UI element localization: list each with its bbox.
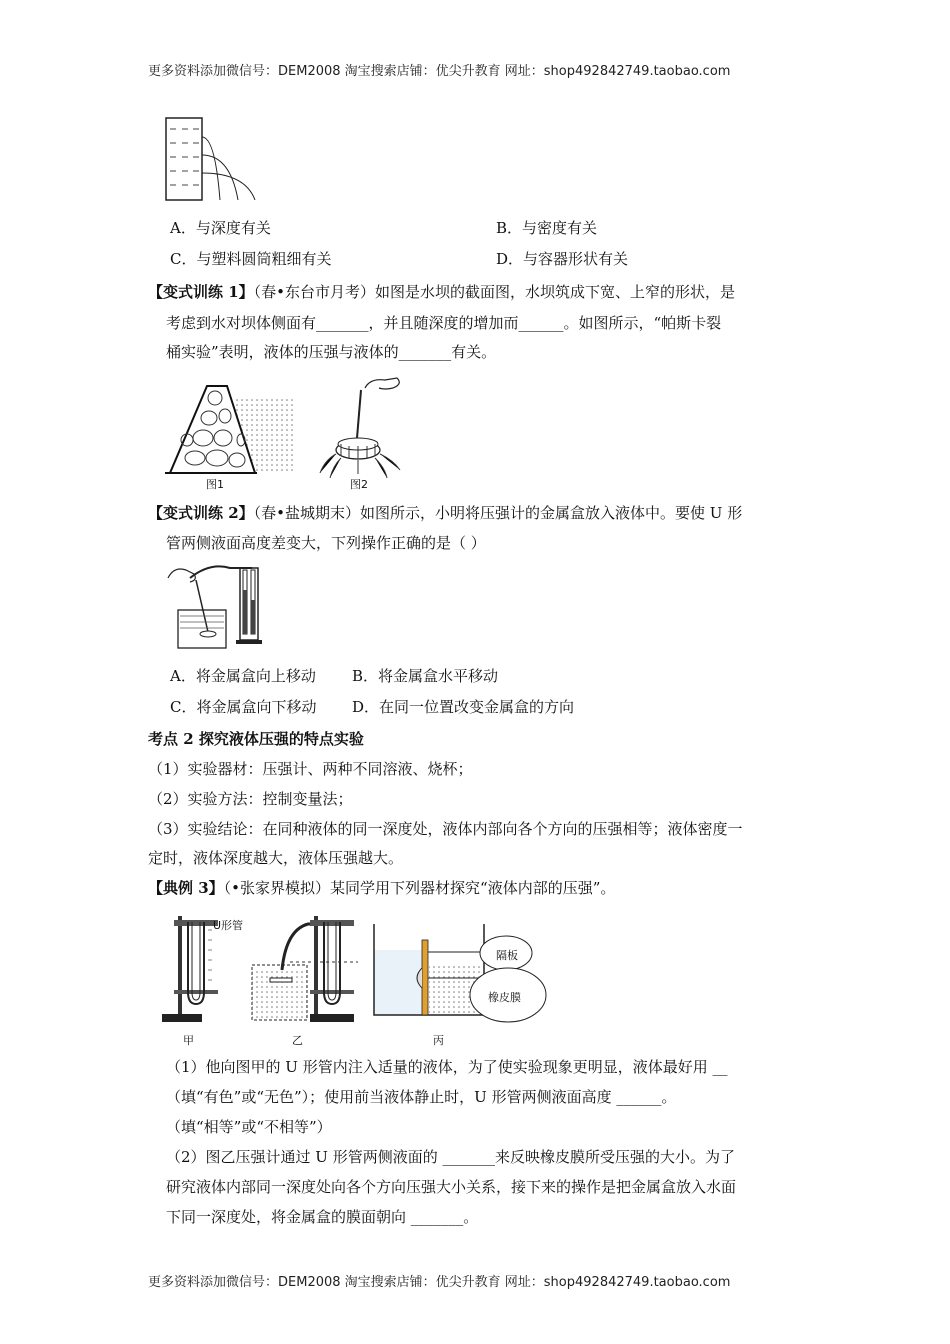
v1-line1: 【变式训练 1】（春•东台市月考）如图是水坝的截面图，水坝筑成下宽、上窄的形状，是: [148, 283, 736, 301]
v2-option-d: D．在同一位置改变金属盒的方向: [352, 698, 575, 716]
ex3-p2c: 下同一深度处，将金属盒的膜面朝向 _______。: [166, 1208, 479, 1226]
v1-line3: 桶实验”表明，液体的压强与液体的_______有关。: [166, 343, 497, 361]
partition-label: 隔板: [496, 949, 518, 962]
v1-line2: 考虑到水对坝体侧面有_______，并且随深度的增加而______。如图所示，“帕斯卡裂: [166, 314, 722, 332]
v2-option-b: B．将金属盒水平移动: [352, 667, 499, 685]
page-header: 更多资料添加微信号：DEM2008 淘宝搜索店铺：优尖升教育 网址：shop492842749.taobao.com: [148, 64, 731, 79]
kaodian2-title: 考点 2 探究液体压强的特点实验: [148, 730, 364, 748]
ex3-p2a: （2）图乙压强计通过 U 形管两侧液面的 _______来反映橡皮膜所受压强的大小。为了: [166, 1148, 735, 1166]
kaodian2-line3a: （3）实验结论：在同种液体的同一深度处，液体内部向各个方向的压强相等；液体密度一: [148, 820, 743, 838]
figure-bing: [372, 910, 552, 1025]
water-jet-figure: [160, 115, 270, 205]
kaodian2-line2: （2）实验方法：控制变量法；: [148, 790, 353, 808]
caption-jia: 甲: [183, 1034, 194, 1047]
v2-tag: 【变式训练 2】: [148, 504, 254, 522]
q0-option-a: A．与深度有关: [170, 219, 271, 237]
ex3-p2b: 研究液体内部同一深度处向各个方向压强大小关系，接下来的操作是把金属盒放入水面: [166, 1178, 737, 1196]
caption-bing: 丙: [433, 1034, 444, 1047]
v2-line2: 管两侧液面高度差变大，下列操作正确的是（ ）: [166, 534, 486, 552]
page-footer: 更多资料添加微信号：DEM2008 淘宝搜索店铺：优尖升教育 网址：shop492842749.taobao.com: [148, 1275, 731, 1290]
v2-option-c: C．将金属盒向下移动: [170, 698, 317, 716]
ex3-p1a: （1）他向图甲的 U 形管内注入适量的液体，为了使实验现象更明显，液体最好用 __: [166, 1058, 728, 1076]
v1-tag: 【变式训练 1】: [148, 283, 254, 301]
fig2-caption: 图2: [350, 478, 368, 491]
ex3-p1c: （填“相等”或“不相等”）: [166, 1118, 332, 1136]
q0-option-b: B．与密度有关: [496, 219, 598, 237]
q0-option-d: D．与容器形状有关: [496, 250, 629, 268]
v2-option-a: A．将金属盒向上移动: [170, 667, 316, 685]
ex3-tag: 【典例 3】: [148, 879, 224, 897]
ex3-p1b: （填“有色”或“无色”）；使用前当液体静止时，U 形管两侧液面高度 ______。: [166, 1088, 677, 1106]
v2-line1: 【变式训练 2】（春•盐城期末）如图所示，小明将压强计的金属盒放入液体中。要使 U 形: [148, 504, 743, 522]
dam-figure: [165, 378, 425, 490]
pressure-gauge-figure: [160, 560, 280, 655]
kaodian2-line3b: 定时，液体深度越大，液体压强越大。: [148, 849, 404, 867]
figure-yi: [250, 910, 365, 1025]
kaodian2-line1: （1）实验器材：压强计、两种不同溶液、烧杯；: [148, 760, 473, 778]
fig1-caption: 图1: [206, 478, 224, 491]
caption-yi: 乙: [292, 1034, 303, 1047]
u-tube-label: U形管: [213, 919, 244, 932]
ex3-intro: 【典例 3】（•张家界模拟）某同学用下列器材探究“液体内部的压强”。: [148, 879, 616, 897]
q0-option-c: C．与塑料圆筒粗细有关: [170, 250, 332, 268]
membrane-label: 橡皮膜: [488, 991, 521, 1004]
